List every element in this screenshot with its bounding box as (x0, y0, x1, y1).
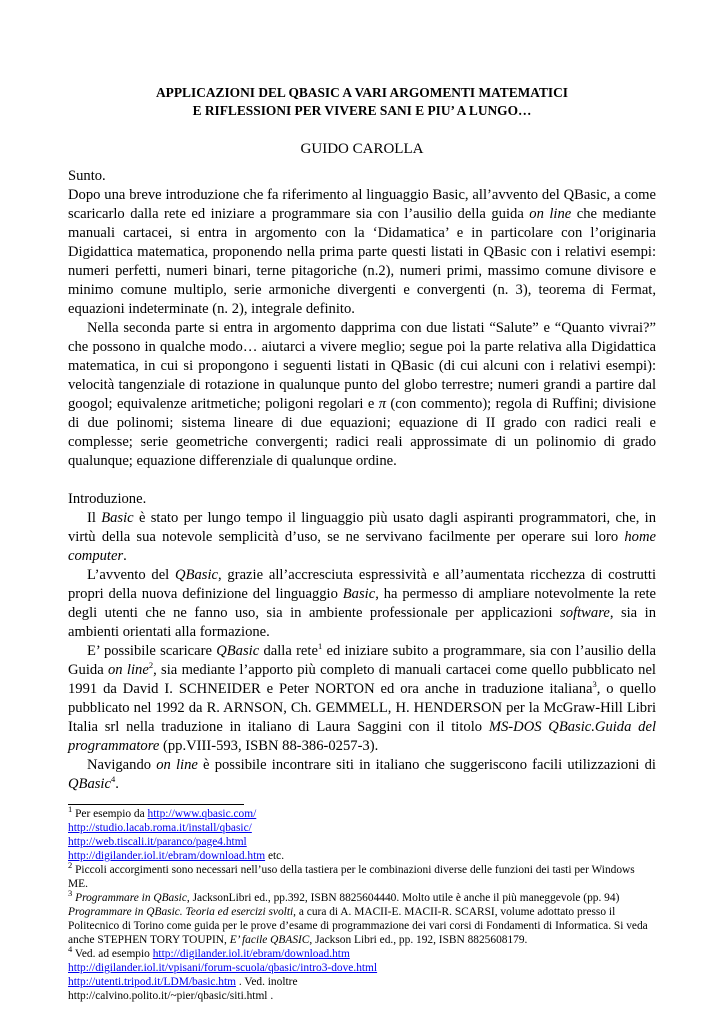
footnote-1-link-1[interactable]: http://www.qbasic.com/ (147, 808, 257, 820)
footnote-ref-4[interactable]: 4 (110, 774, 116, 785)
sunto-heading: Sunto. (68, 168, 106, 184)
sunto-paragraph-1: Dopo una breve introduzione che fa riferimento al linguaggio Basic, all’avvento del QBasic, a come scaricarlo dalla rete ed iniziare a programmare sia con l’ausilio della guida on line che mediante manuali cartacei, si entra in argomento con la ‘Didamatica’ e in particolare con l’originaria Digidattica matematica, proponendo nella prima parte questi listati in QBasic con i relativi esempi: numeri perfetti, numeri binari, terne pitagoriche (n.2), numeri primi, massimo comune divisore e minimo comune multiplo, serie armoniche divergenti e convergenti (n. 3), teorema di Fermat, equazioni indeterminate (n. 2), integrale definito. (68, 187, 656, 317)
footnote-3: $^3$ Programmare in QBasic, JacksonLibri ed., pp.392, ISBN 8825604440. Molto utile è anche il più maneggevole (pp. 94) Programmare in QBasic. Teoria ed esercizi svolti, a cura di A. MACII-E. MACII-R. SCARSI, volume adottato presso il Politecnico di Torino come guida per le prove d’esame di programmazione dei vari corsi di Fondamenti di Informatica. Si veda anche STEPHEN TORY TOUPIN, E’ facile QBASIC, Jackson Libri ed., pp. 192, ISBN 8825608179. (68, 888, 648, 946)
footnote-4-link-2[interactable]: http://digilander.iol.it/vpisani/forum-scuola/qbasic/intro3-dove.html (68, 962, 378, 974)
intro-paragraph-2: L’avvento del QBasic, grazie all’accresciuta espressività e all’aumentata ricchezza di costrutti propri della nuova definizione del linguaggio Basic, ha permesso di ampliare notevolmente la rete degli utenti che ne fanno uso, sia in ambiente professionale per applicazioni software, sia in ambienti orientati alla formazione. (68, 567, 657, 640)
footnote-separator (68, 804, 244, 805)
sunto-paragraph-2: Nella seconda parte si entra in argomento dapprima con due listati “Salute” e “Quanto vivrai?” che possono in qualche modo… aiutarci a vivere meglio; segue poi la parte relativa alla Digidattica matematica, in cui si propongono i seguenti listati in QBasic (di cui alcuni con i relativi esempi): velocità tangenziale di rotazione in qualunque punto del globo terrestre; numeri grandi a partire dal googol; equivalenze aritmetiche; poligoni regolari e π (con commento); regola di Ruffini; divisione di due polinomi; sistema lineare di due equazioni; equazione di II grado con radici reali e complesse; serie geometriche convergenti; radici reali approssimate di un polinomio di grado qualunque; equazione differenziale di qualunque ordine. (68, 320, 656, 469)
intro-heading: Introduzione. (68, 491, 147, 507)
intro-paragraph-3: E’ possibile scaricare QBasic dalla rete$^1$ ed iniziare subito a programmare, sia con l’ausilio della Guida on line$^2$, sia mediante l’apporto più completo di manuali cartacei come quello pubblicato nel 1991 da David I. SCHNEIDER e Peter NORTON ed ora anche in traduzione italiana$^3$, o quello pubblicato nel 1992 da R. ARNSON, Ch. GEMMELL, H. HENDERSON per la McGraw-Hill Libri Italia srl nella traduzione in italiano di Laura Saggini con il titolo MS-DOS QBasic.Guida del programmatore (pp.VIII-593, ISBN 88-386-0257-3). (68, 641, 656, 754)
title-line-1: APPLICAZIONI DEL QBASIC A VARI ARGOMENTI MATEMATICI (156, 85, 568, 100)
document-title (68, 84, 656, 120)
footnote-1-link-4[interactable]: http://digilander.iol.it/ebram/download.htm (68, 850, 266, 862)
footnote-1: $^1$ Per esempio da http://www.qbasic.com/ http://studio.lacab.roma.it/install/qbasic/ http://web.tiscali.it/paranco/page4.html http://digilander.iol.it/ebram/download.htm etc. (68, 804, 285, 862)
footnote-4-link-1[interactable]: http://digilander.iol.it/ebram/download.htm (152, 948, 350, 960)
intro-paragraph-4: Navigando on line è possibile incontrare siti in italiano che suggeriscono facili utilizzazioni di QBasic$^4$. (68, 757, 656, 792)
footnote-ref-2[interactable]: 2 (148, 660, 154, 671)
document-page (68, 84, 656, 1003)
intro-paragraph-1: Il Basic è stato per lungo tempo il linguaggio più usato dagli aspiranti programmatori, che, in virtù della sua notevole semplicità d’uso, se ne servivano facilmente per operare sui loro home computer. (68, 510, 656, 564)
footnote-2: $^2$ Piccoli accorgimenti sono necessari nell’uso della tastiera per le combinazioni diverse delle funzioni dei tasti per Windows ME. (68, 860, 635, 890)
footnote-1-link-3[interactable]: http://web.tiscali.it/paranco/page4.html (68, 836, 247, 848)
footnote-ref-1[interactable]: 1 (317, 641, 323, 652)
author-name: GUIDO CAROLLA (300, 141, 424, 157)
footnote-1-link-2[interactable]: http://studio.lacab.roma.it/install/qbasic/ (68, 822, 252, 834)
footnote-4-link-3[interactable]: http://utenti.tripod.it/LDM/basic.htm (68, 976, 237, 988)
footnote-4-link-4: http://calvino.polito.it/~pier/qbasic/siti.html . (68, 990, 274, 1002)
title-line-2: E RIFLESSIONI PER VIVERE SANI E PIU’ A LUNGO… (192, 103, 532, 118)
footnote-4: $^4$ Ved. ad esempio http://digilander.iol.it/ebram/download.htm http://digilander.iol.it/vpisani/forum-scuola/qbasic/intro3-dove.html http://utenti.tripod.it/LDM/basic.htm . Ved. inoltre http://calvino.polito.it/~pier/qbasic/siti.html . (68, 944, 378, 1002)
footnote-ref-3[interactable]: 3 (592, 679, 597, 690)
